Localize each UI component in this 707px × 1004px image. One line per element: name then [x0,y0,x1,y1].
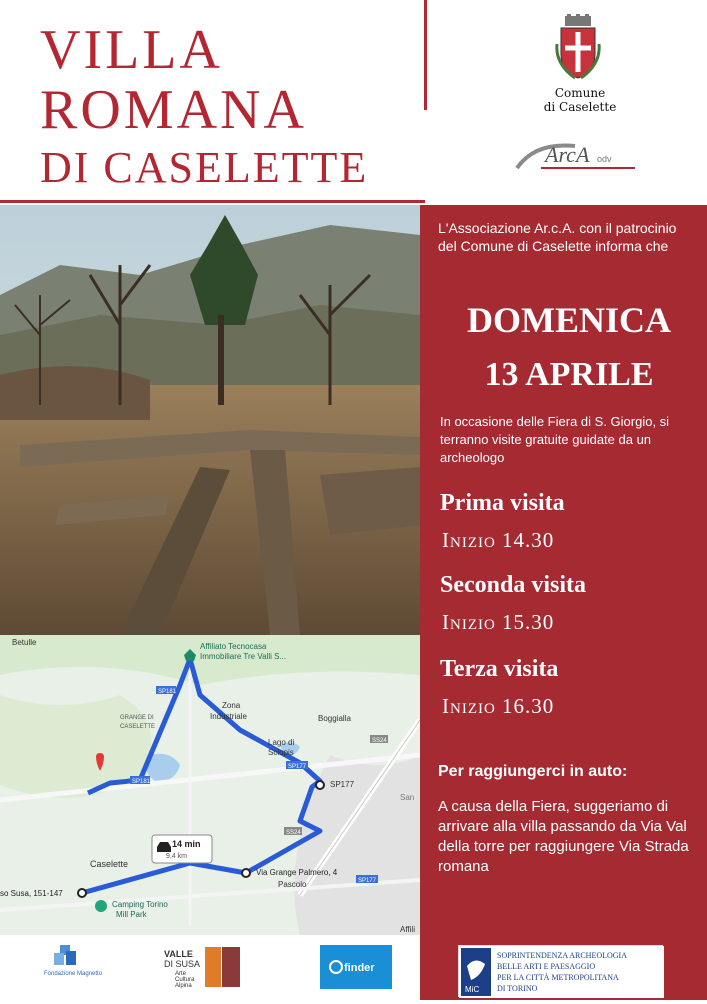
valle-label-1: VALLE [164,949,193,959]
map-label-camping-2: Mill Park [116,910,147,919]
map-label-tecnocasa: Affiliato Tecnocasa [200,642,267,651]
valle-susa-logo [164,947,240,989]
sponsor-bar [0,935,420,1000]
map-label-lago-1: Lago di [268,738,295,747]
map-label-sp177-a: SP177 [288,764,307,770]
comune-line-2: di Caselette [543,100,617,114]
valle-label-3: Arte [175,971,187,977]
header [0,0,707,205]
route-duration: 14 min [172,839,201,849]
map-label-pascolo: Pascolo [278,880,307,889]
event-day: DOMENICA [467,300,671,340]
title-rule [0,200,425,203]
comune-label [530,86,630,114]
map-label-camping-1: Camping Torino [112,900,168,909]
sop-line-3: PER LA CITTÀ METROPOLITANA [497,973,619,982]
event-date: 13 APRILE [484,356,654,393]
visit-3-time: Inizio 16.30 [442,694,555,718]
finder-label: finder [344,962,375,974]
crest-icon [555,14,601,80]
magnetto-label: Fondazione Magnetto [44,971,103,977]
map-label-caselette: Caselette [90,859,129,869]
map-label-sp181-a: SP181 [158,689,177,695]
arca-logo-text: ArcA [545,142,590,167]
map-label-sp177-c: SP177 [358,878,377,884]
comune-line-1: Comune [554,86,606,100]
visit-1-time: Inizio 14.30 [442,528,555,552]
route-map[interactable] [0,635,420,935]
sop-line-4: DI TORINO [497,984,538,993]
sop-line-1: SOPRINTENDENZA ARCHEOLOGIA [497,951,627,960]
map-label-zona: Zona [222,701,241,710]
mic-label: MiC [465,985,480,994]
valle-label-2: DI SUSA [164,959,201,969]
visit-3-title: Terza visita [440,656,559,682]
map-label-lago-2: Sclopis [268,748,294,757]
map-label-ss24-a: SS24 [372,738,387,744]
intro-text: L'Associazione Ar.c.A. con il patrocinio del Comune di Caselette informa che [438,220,677,254]
map-label-ss24-b: SS24 [286,830,301,836]
villa-photo [0,205,420,635]
route-distance: 9,4 km [166,853,188,860]
title-line-3: DI CASELETTE [40,143,369,192]
arca-logo-suffix: odv [597,154,612,164]
visit-2-title: Seconda visita [440,572,587,598]
map-label-sp177-b: SP177 [330,780,355,789]
map-label-grange-1: GRANGE DI [120,715,154,721]
map-label-corso-susa: so Susa, 151-147 [0,889,63,898]
map-label-tecnocasa-2: Immobiliare Tre Valli S... [200,652,287,661]
vertical-separator [424,0,427,110]
finder-logo [320,945,392,989]
arca-logo [515,138,645,180]
map-label-boggialla: Boggialla [318,714,351,723]
car-directions-text: A causa della Fiera, suggeriamo di arrivare alla villa passando da Via Val della torre per raggiungere Via Strada romana [438,798,689,875]
soprintendenza-logo [458,945,663,997]
map-label-via-grange: Via Grange Palmero, 4 [256,868,338,877]
valle-label-5: Alpina [175,983,192,989]
magnetto-logo [44,945,103,977]
sop-line-2: BELLE ARTI E PAESAGGIO [497,962,596,971]
map-label-san: San [400,793,415,802]
visit-2-time: Inizio 15.30 [442,610,555,634]
route-duration-badge[interactable] [152,835,212,863]
occasion-text: In occasione delle Fiera di S. Giorgio, si terranno visite gratuite guidate da un archeologo [440,414,670,465]
title-line-2: ROMANA [40,79,307,141]
map-label-grange-2: CASELETTE [120,724,156,730]
map-label-betulle: Betulle [12,638,37,647]
title-line-1: VILLA [40,19,223,81]
info-panel [420,205,707,1000]
map-label-affili: Affili [400,925,415,934]
valle-label-4: Cultura [175,977,195,983]
map-label-sp181-b: SP181 [132,779,151,785]
visit-1-title: Prima visita [440,490,565,516]
map-label-industriale: Industriale [210,712,247,721]
car-directions-title: Per raggiungerci in auto: [438,763,628,780]
